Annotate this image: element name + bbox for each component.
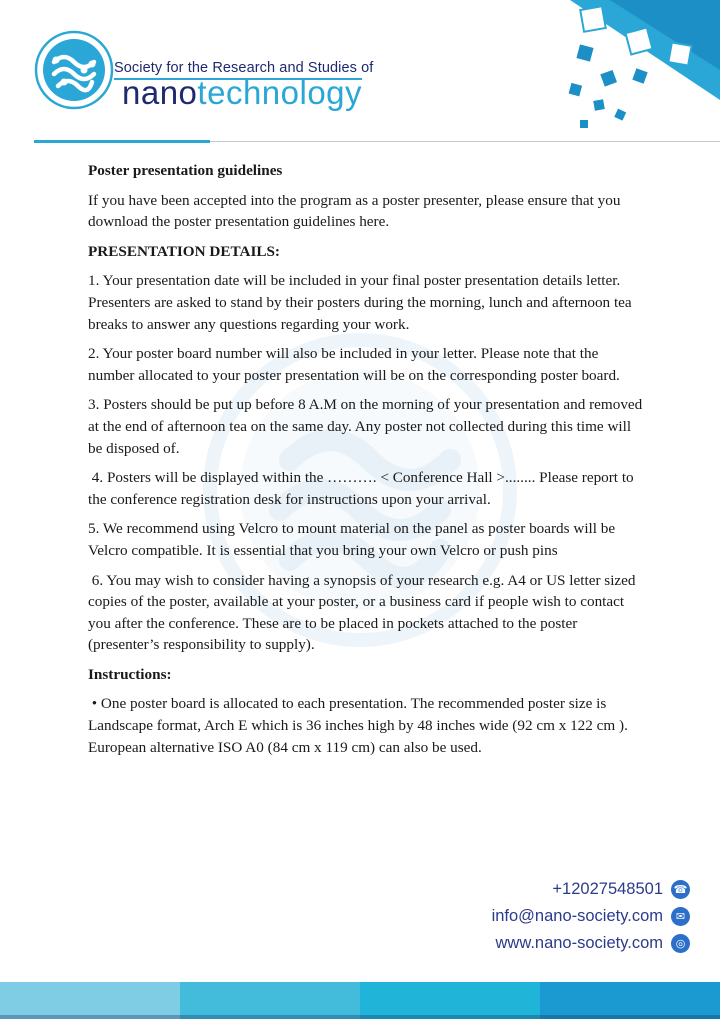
detail-item-2: 2. Your poster board number will also be included in your letter. Please note that the number allocated to your poster presentation will be on the corresponding poster board.	[88, 345, 620, 384]
header-accent-bar	[34, 140, 210, 143]
footer-segment-4	[540, 982, 720, 1019]
phone-text[interactable]: +12027548501	[552, 880, 663, 898]
footer-segment-2	[180, 982, 360, 1019]
website-link[interactable]: www.nano-society.com	[495, 934, 663, 952]
org-name	[122, 74, 362, 112]
details-heading: PRESENTATION DETAILS:	[88, 242, 280, 260]
society-logo	[34, 30, 114, 110]
contact-phone[interactable]	[552, 880, 690, 899]
contact-website[interactable]	[495, 934, 690, 953]
document-title: Poster presentation guidelines	[88, 162, 283, 179]
footer-color-bar	[0, 982, 720, 1019]
document-body	[88, 160, 643, 766]
org-name-nano: nano	[122, 74, 198, 111]
detail-item-5: 5. We recommend using Velcro to mount material on the panel as poster boards will be Velcro compatible. It is essential that you bring your own Velcro or push pins	[88, 520, 616, 559]
detail-item-6: 6. You may wish to consider having a synopsis of your research e.g. A4 or US letter sized copies of the poster, available at your poster, or a business card if people wish to contact you after the conference. These are to be placed in pockets attached to the poster (presenter’s responsibility to supply).	[88, 571, 640, 654]
corner-decoration	[550, 0, 720, 140]
instruction-item-1: • One poster board is allocated to each presentation. The recommended poster size is Landscape format, Arch E which is 36 inches high by 48 inches wide (92 cm x 122 cm ). European alternative ISO A0 (84 cm x 119 cm) can also be used.	[88, 695, 632, 756]
footer-segment-1	[0, 982, 180, 1019]
contact-email[interactable]	[492, 907, 690, 926]
detail-item-1: 1. Your presentation date will be included in your final poster presentation details letter. Presenters are asked to stand by their posters during the morning, lunch and afternoon tea breaks to answer any questions regarding your work.	[88, 272, 632, 333]
detail-item-4: 4. Posters will be displayed within the ………. < Conference Hall >........ Please report to the conference registration desk for instructions upon your arrival.	[88, 469, 638, 508]
org-tagline: Society for the Research and Studies of	[114, 60, 374, 76]
footer-segment-3	[360, 982, 540, 1019]
intro-paragraph: If you have been accepted into the program as a poster presenter, please ensure that you download the poster presentation guidelines here.	[88, 191, 621, 231]
email-link[interactable]: info@nano-society.com	[491, 907, 663, 925]
detail-item-3: 3. Posters should be put up before 8 A.M on the morning of your presentation and removed at the end of afternoon tea on the same day. Any poster not collected during this time will be disposed of.	[88, 396, 643, 457]
instructions-heading: Instructions:	[88, 665, 172, 683]
mail-icon: ✉	[671, 907, 690, 926]
phone-icon: ☎	[671, 880, 690, 899]
footer-shadow	[0, 1015, 720, 1019]
org-name-technology: technology	[197, 74, 363, 111]
globe-icon: ◎	[671, 934, 690, 953]
